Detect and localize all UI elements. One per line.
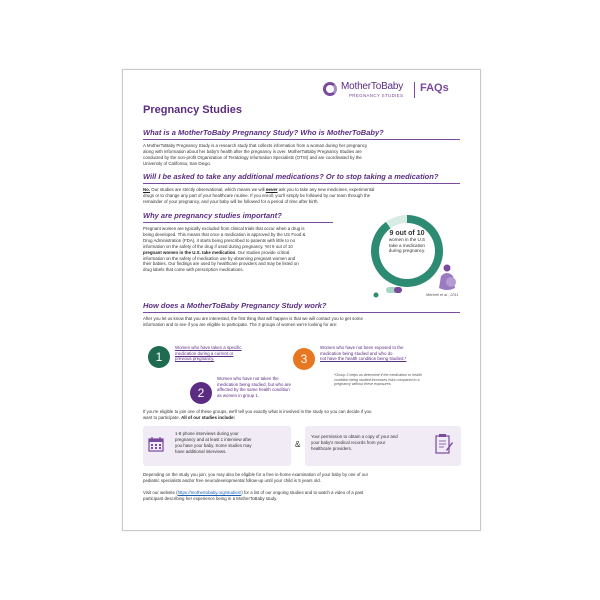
- mothertobaby-logo-icon: [323, 82, 337, 96]
- group-3-description: Women who have not been exposed to the medication being studied and who do not have the health condition being studied.*: [320, 345, 407, 362]
- faqs-label: FAQs: [420, 82, 449, 94]
- calendar-icon: [148, 436, 164, 452]
- group-3-number-badge: 3: [293, 348, 315, 370]
- section3-rule: [143, 222, 333, 223]
- statistic-text: 9 out of 10 women in the U.S take a medication during pregnancy.: [388, 230, 426, 254]
- section6-website: Visit our website (https://mothertobaby.org/studies/) for a list of our ongoing studies and to watch a video of a past participant describing her experience being in a MotherToBaby study.: [143, 490, 364, 501]
- page-title: Pregnancy Studies: [143, 104, 243, 116]
- clipboard-document-icon: [435, 433, 453, 455]
- phone-interviews-text: 1-8 phone interviews during your pregnancy and at least 1 interview after you have your baby. Some studies may have additional interviews.: [175, 431, 252, 454]
- section6-body: Depending on the study you join, you may also be eligible for a free in-home examination of your baby by one of our pediatric specialists and/or free neurodevelopmental follow-up until your child is 5 years old.: [143, 472, 369, 483]
- group-1-number-badge: 1: [148, 346, 170, 368]
- group-3-footnote: *Group 3 helps us determine if the medication or health condition being studied increases risks compared to a pregnancy without these exposures.: [334, 373, 422, 387]
- section2-body: No. Our studies are strictly observational, which means we will never ask you to take any new medicines, experimental drugs or to change any part of your healthcare routine. If you enroll, you'll simply be followed by our team through the remainder of your pregnancy, and your baby will be followed for a period of time after birth.: [143, 187, 375, 204]
- section2-heading: Will I be asked to take any additional medications? Or to stop taking a medication?: [143, 172, 439, 181]
- section1-rule: [143, 139, 460, 140]
- section2-rule: [143, 183, 460, 184]
- group-2-description: Women who have not taken the medication being studied, but who are affected by the same health condition as women in group 1.: [217, 376, 291, 398]
- section3-heading: Why are pregnancy studies important?: [143, 211, 282, 220]
- section1-body: A MotherToBaby Pregnancy Study is a research study that collects information from a woman during her pregnancy along with information about her baby's health after the pregnancy is over. MotherToBaby Pregnancy Studies are conducted by the non-profit Organization of Teratology Information Specialists (OTIS) and are coordinated by the University of California, San Diego.: [143, 143, 368, 166]
- statistic-citation: Mitchell et al., 2011: [426, 293, 459, 297]
- section1-heading: What is a MotherToBaby Pregnancy Study? Who is MotherToBaby?: [143, 128, 384, 137]
- section5-body: If you're eligible to join one of these groups, we'll tell you exactly what is involved in the study so you can decide if you want to participate. All of our studies include:: [143, 409, 372, 420]
- document-page: [122, 69, 481, 531]
- section4-rule: [143, 312, 460, 313]
- pregnant-woman-icon: [435, 264, 461, 292]
- section4-heading: How does a MotherToBaby Pregnancy Study work?: [143, 301, 327, 310]
- group-1-description: Women who have taken a specific medication during a current or previous pregnancy.: [175, 345, 242, 362]
- ampersand: &: [295, 440, 301, 449]
- brand-subtitle: PREGNANCY STUDIES: [349, 93, 404, 98]
- logo-divider: [414, 82, 415, 98]
- section4-body: After you let us know that you are interested, the first thing that will happen is that we will contact you to get some information and to see if you are eligible to participate. The 3 groups of women we're looking for are:: [143, 316, 363, 327]
- studies-website-link[interactable]: https://mothertobaby.org/studies/: [177, 490, 242, 495]
- pill-capsule-icon: [385, 286, 403, 294]
- pill-dot-icon: [373, 292, 379, 298]
- section3-body: Pregnant women are typically excluded from clinical trials that occur when a drug is being developed. This means that once a medication is approved by the US Food & Drug Administration (FDA), it starts being prescribed to patients with little to no information on the safety of the drug if used during pregnancy. Yet 9 out of 10 pregnant women in the U.S. take medication. Our studies provide critical information on the safety of medication use by observing pregnant women and their babies. Our findings are used by healthcare providers and may be listed on drug labels that come with prescription medications.: [143, 226, 306, 273]
- medical-records-text: Your permission to obtain a copy of your and your baby's medical records from your healthcare providers.: [311, 434, 398, 451]
- brand-name: MotherToBaby: [341, 81, 404, 92]
- group-2-number-badge: 2: [190, 382, 212, 404]
